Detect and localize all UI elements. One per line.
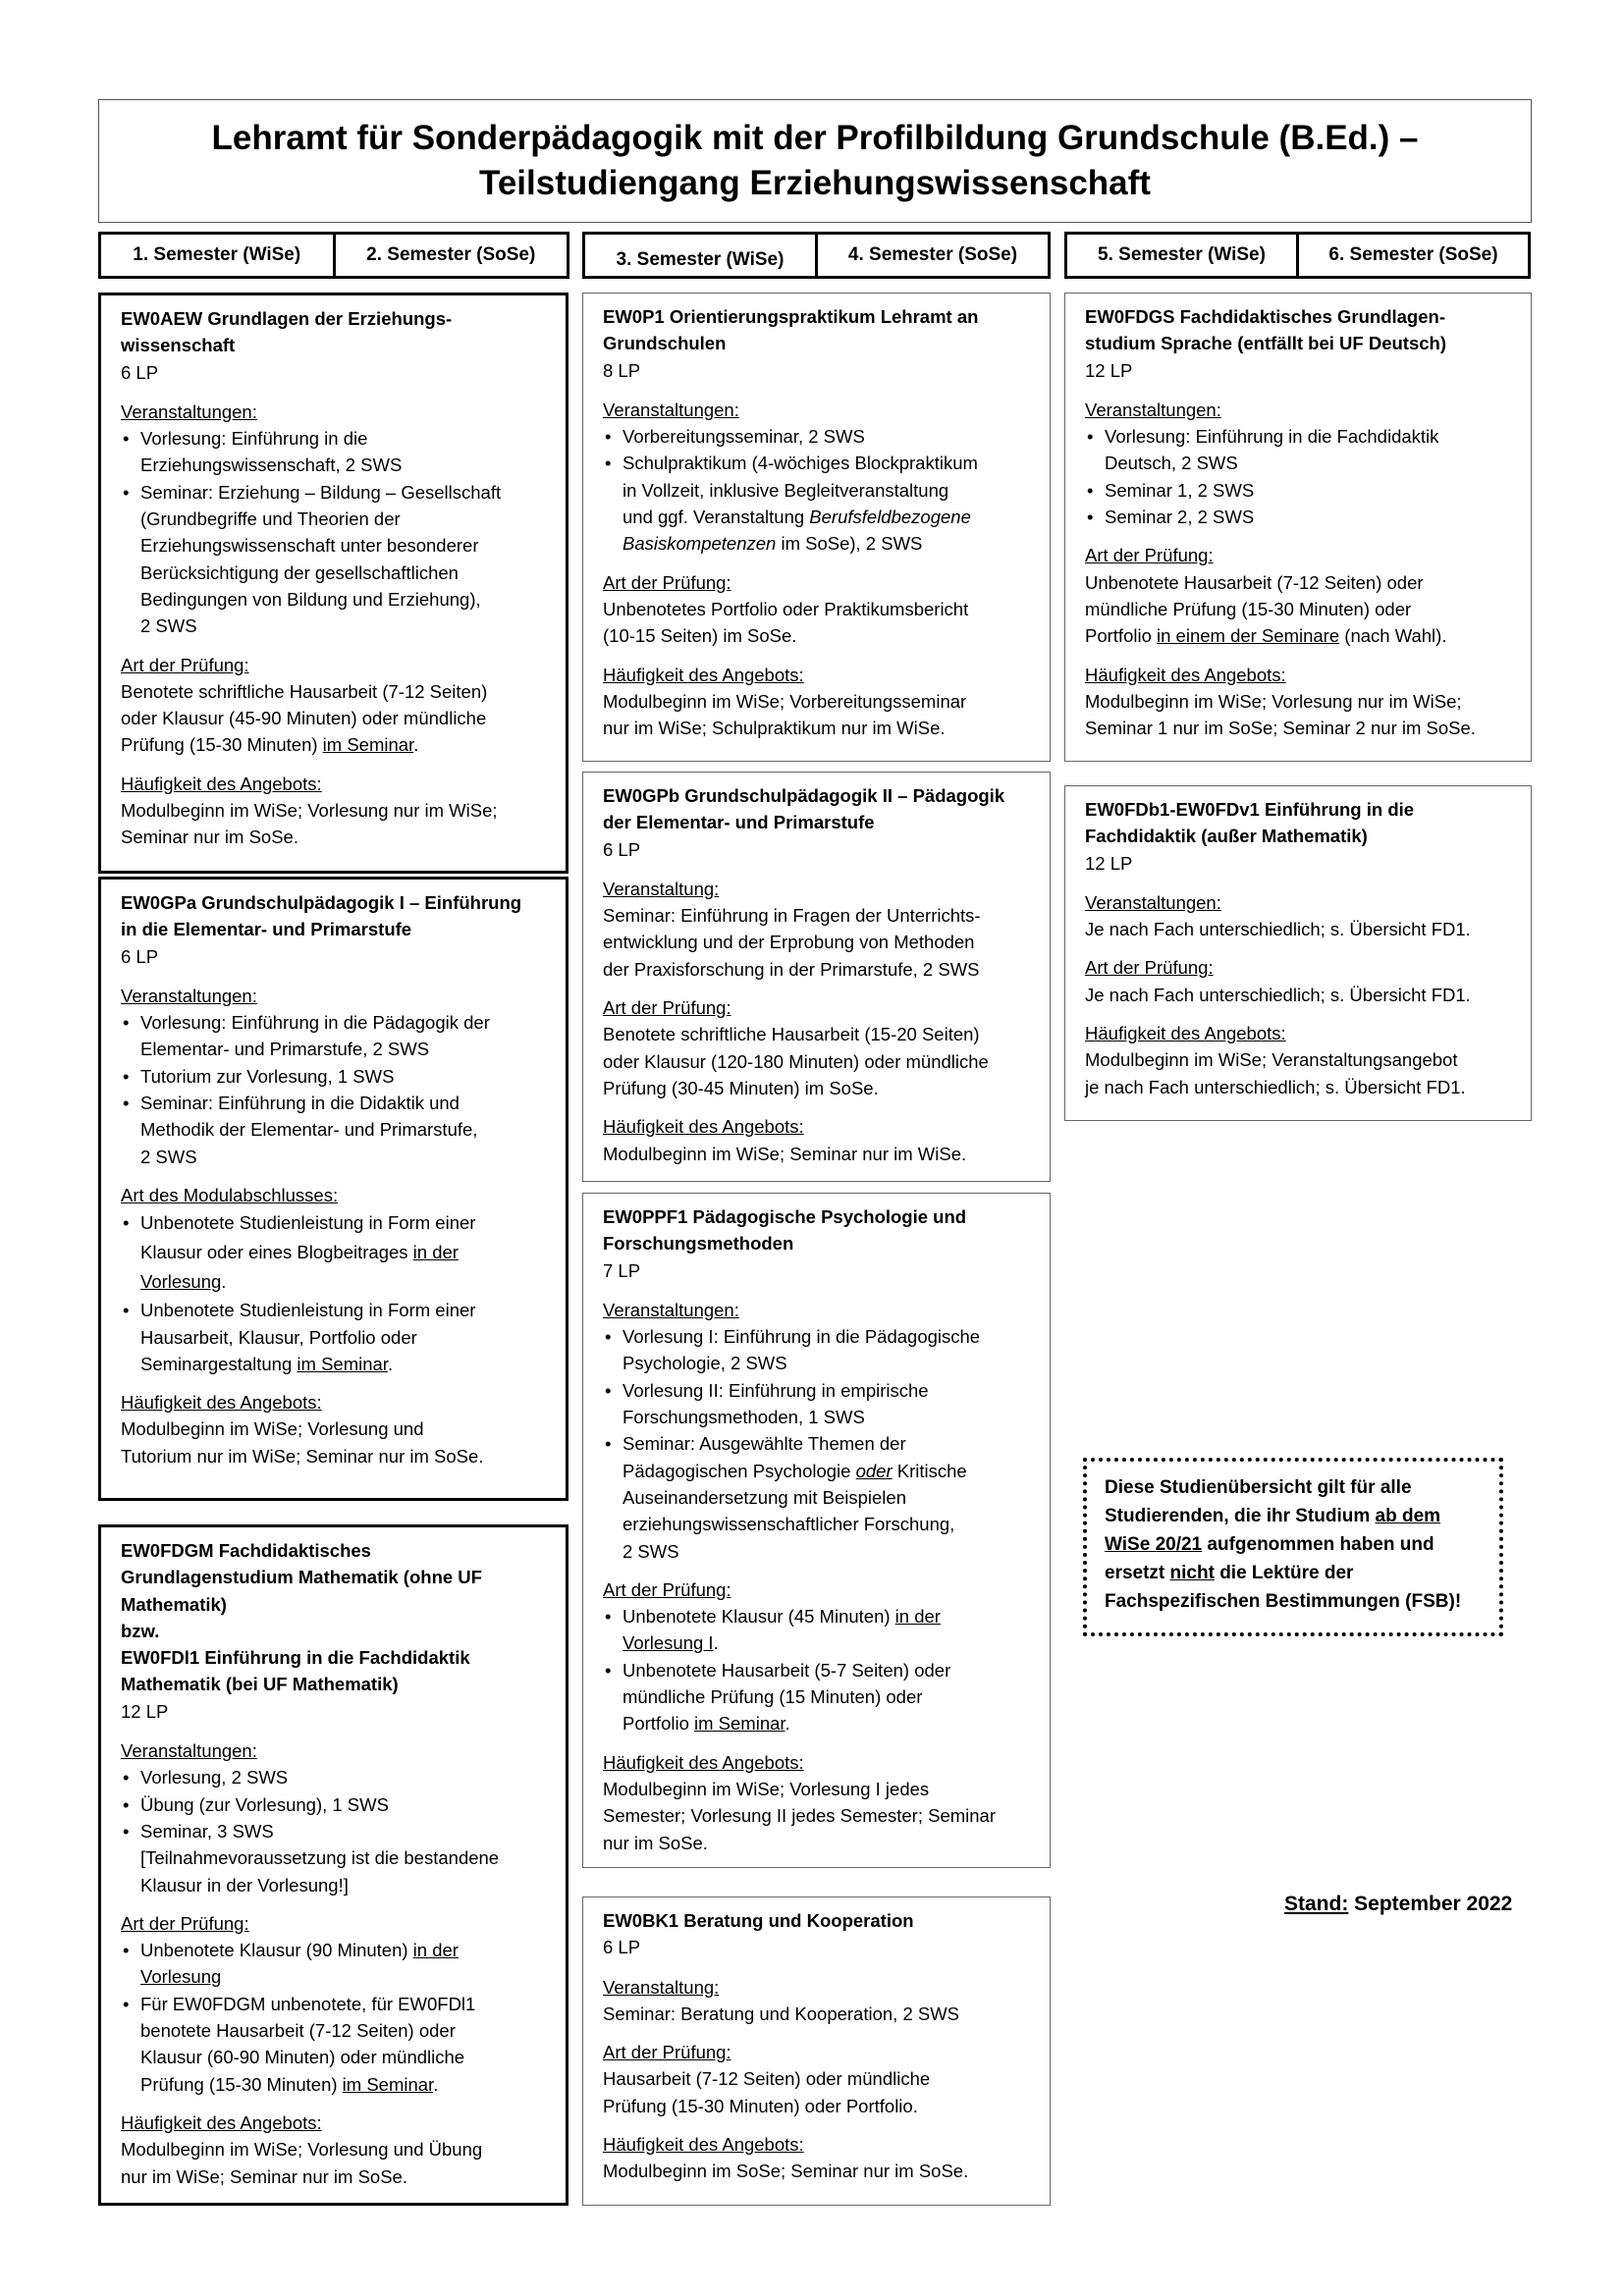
pruefung-section: Art der Prüfung: Unbenotete Hausarbeit (7-12 Seiten) oder mündliche Prüfung (15-30 Minuten) oder Portfolio in einem der Seminare (nach Wahl). <box>1085 545 1447 647</box>
pruefung-section: Art der Prüfung: • Unbenotete Klausur (45 Minuten) in der Vorlesung I. • Unbenotete Hausarbeit (5-7 Seiten) oder mündliche Prüfung (15 Minuten) oder Portfolio im Seminar. <box>603 1576 1032 1737</box>
module-lp: 7 LP <box>603 1259 641 1281</box>
veranstaltungen-section: Veranstaltungen: • Vorbereitungsseminar, 2 SWS • Schulpraktikum (4-wöchiges Blockpraktikum in Vollzeit, inklusive Begleitveranstaltung und ggf. Veranstaltung Berufsfeldbezogene Basiskompetenzen im SoSe), 2 SWS <box>603 397 1032 558</box>
haeufigkeit-section: Häufigkeit des Angebots: Modulbeginn im WiSe; Vorlesung und Übung nur im WiSe; Seminar nur im SoSe. <box>121 2111 483 2187</box>
list-item: • Vorlesung: Einführung in die Erziehungswissenschaft, 2 SWS <box>121 425 548 479</box>
module-ew0gpb <box>582 772 1051 1182</box>
list-item: • Vorlesung I: Einführung in die Pädagogische Psychologie, 2 SWS <box>603 1323 1032 1377</box>
pruefung-section: Art der Prüfung: Benotete schriftliche Hausarbeit (15-20 Seiten) oder Klausur (120-180 Minuten) oder mündliche Prüfung (30-45 Minuten) im SoSe. <box>603 997 989 1098</box>
list-item: • Seminar: Ausgewählte Themen der Pädagogischen Psychologie oder Kritische Auseinandersetzung mit Beispielen erziehungswissenschaftlicher Forschung, 2 SWS <box>603 1430 1032 1564</box>
veranstaltungen-section: Veranstaltungen: • Vorlesung: Einführung in die Pädagogik der Elementar- und Primarstufe, 2 SWS • Tutorium zur Vorlesung, 1 SWS • Seminar: Einführung in die Didaktik und Methodik der Elementar- und Primarstufe, 2 SWS <box>121 983 548 1170</box>
semester-header-3-4 <box>582 232 1051 279</box>
list-item: • Seminar, 3 SWS [Teilnahmevoraussetzung ist die bestandene Klausur in der Vorlesung!] <box>121 1818 548 1898</box>
module-title: EW0FDGM Fachdidaktisches Grundlagenstudium Mathematik (ohne UF Mathematik) bzw. EW0FDl1 Einführung in die Fachdidaktik Mathematik (bei UF Mathematik) <box>121 1540 482 1695</box>
list-item: • Seminar 1, 2 SWS <box>1085 477 1513 504</box>
list-item: • Übung (zur Vorlesung), 1 SWS <box>121 1791 548 1818</box>
haeufigkeit-section: Häufigkeit des Angebots: Modulbeginn im WiSe; Veranstaltungsangebot je nach Fach unterschiedlich; s. Übersicht FD1. <box>1085 1023 1466 1097</box>
list-item: • Unbenotete Klausur (90 Minuten) in der Vorlesung <box>121 1937 548 1991</box>
list-item: • Seminar: Erziehung – Bildung – Gesellschaft (Grundbegriffe und Theorien der Erziehungswissenschaft unter besonderer Berücksichtigung der gesellschaftlichen Bedingungen von Bildung und Erziehung), 2 SWS <box>121 479 548 640</box>
list-item: • Vorlesung II: Einführung in empirische Forschungsmethoden, 1 SWS <box>603 1377 1032 1431</box>
haeufigkeit-section: Häufigkeit des Angebots: Modulbeginn im WiSe; Vorbereitungsseminar nur im WiSe; Schulpraktikum nur im WiSe. <box>603 664 967 739</box>
list-item: • Für EW0FDGM unbenotete, für EW0FDl1 benotete Hausarbeit (7-12 Seiten) oder Klausur (60-90 Minuten) oder mündliche Prüfung (15-30 Minuten) im Seminar. <box>121 1991 548 2098</box>
list-item: • Vorlesung: Einführung in die Pädagogik der Elementar- und Primarstufe, 2 SWS <box>121 1009 548 1063</box>
semester-header-5-6 <box>1064 232 1531 279</box>
module-lp: 6 LP <box>603 838 641 860</box>
semester-header-1-2 <box>98 232 569 279</box>
list-item: • Vorbereitungsseminar, 2 SWS <box>603 423 1032 450</box>
pruefung-section: Art der Prüfung: Benotete schriftliche Hausarbeit (7-12 Seiten) oder Klausur (45-90 Minuten) oder mündliche Prüfung (15-30 Minuten) im Seminar. <box>121 654 488 756</box>
module-title: EW0P1 Orientierungspraktikum Lehramt an Grundschulen <box>603 306 979 354</box>
module-title: EW0GPb Grundschulpädagogik II – Pädagogik der Elementar- und Primarstufe <box>603 785 1005 833</box>
module-title: EW0FDb1-EW0FDv1 Einführung in die Fachdidaktik (außer Mathematik) <box>1085 799 1415 847</box>
module-ew0ppf1 <box>582 1193 1051 1868</box>
veranstaltungen-section: Veranstaltungen: Je nach Fach unterschiedlich; s. Übersicht FD1. <box>1085 891 1471 940</box>
haeufigkeit-section: Häufigkeit des Angebots: Modulbeginn im WiSe; Vorlesung nur im WiSe; Seminar 1 nur im SoSe; Seminar 2 nur im SoSe. <box>1085 664 1476 739</box>
list-item: • Unbenotete Hausarbeit (5-7 Seiten) oder mündliche Prüfung (15 Minuten) oder Portfolio im Seminar. <box>603 1657 1032 1737</box>
veranstaltung-section: Veranstaltung: Seminar: Einführung in Fragen der Unterrichts- entwicklung und der Erprobung von Methoden der Praxisforschung in der Primarstufe, 2 SWS <box>603 878 981 980</box>
module-ew0gpa <box>98 877 568 1501</box>
pruefung-section: Art der Prüfung: Unbenotetes Portfolio oder Praktikumsbericht (10-15 Seiten) im SoSe. <box>603 571 969 647</box>
list-item: • Unbenotete Studienleistung in Form einer Hausarbeit, Klausur, Portfolio oder Seminargestaltung im Seminar. <box>121 1297 548 1377</box>
semester-5: 5. Semester (WiSe) <box>1098 244 1266 265</box>
haeufigkeit-section: Häufigkeit des Angebots: Modulbeginn im SoSe; Seminar nur im SoSe. <box>603 2134 969 2182</box>
semester-3: 3. Semester (WiSe) <box>616 249 785 270</box>
title-line-2: Teilstudiengang Erziehungswissenschaft <box>479 164 1151 202</box>
list-item: • Tutorium zur Vorlesung, 1 SWS <box>121 1063 548 1090</box>
stand-label: Stand: <box>1284 1893 1349 1915</box>
module-title: EW0FDGS Fachdidaktisches Grundlagen- studium Sprache (entfällt bei UF Deutsch) <box>1085 306 1446 354</box>
module-title: EW0BK1 Beratung und Kooperation <box>603 1910 914 1931</box>
semester-4: 4. Semester (SoSe) <box>815 235 1048 276</box>
module-ew0aew <box>98 293 568 874</box>
page-title <box>98 99 1532 223</box>
module-lp: 6 LP <box>121 361 159 383</box>
list-item: • Schulpraktikum (4-wöchiges Blockpraktikum in Vollzeit, inklusive Begleitveranstaltung und ggf. Veranstaltung Berufsfeldbezogene Basiskompetenzen im SoSe), 2 SWS <box>603 450 1032 557</box>
semester-2: 2. Semester (SoSe) <box>333 235 568 276</box>
haeufigkeit-section: Häufigkeit des Angebots: Modulbeginn im WiSe; Vorlesung I jedes Semester; Vorlesung II jedes Semester; Seminar nur im SoSe. <box>603 1751 996 1853</box>
veranstaltungen-section: Veranstaltungen: • Vorlesung, 2 SWS • Übung (zur Vorlesung), 1 SWS • Seminar, 3 SWS [Teilnahmevoraussetzung ist die bestandene Klausur in der Vorlesung!] <box>121 1737 548 1898</box>
module-ew0fdgs <box>1064 293 1532 762</box>
stand-value: September 2022 <box>1348 1893 1513 1915</box>
list-item: • Unbenotete Studienleistung in Form einer Klausur oder eines Blogbeitrages in der Vorlesung. <box>121 1208 548 1297</box>
semester-6: 6. Semester (SoSe) <box>1296 235 1528 276</box>
status-date <box>1284 1893 1512 1916</box>
title-line-1: Lehramt für Sonderpädagogik mit der Profilbildung Grundschule (B.Ed.) – <box>211 119 1419 157</box>
haeufigkeit-section: Häufigkeit des Angebots: Modulbeginn im WiSe; Vorlesung und Tutorium nur im WiSe; Seminar nur im SoSe. <box>121 1392 484 1467</box>
list-item: • Seminar 2, 2 SWS <box>1085 504 1513 530</box>
list-item: • Vorlesung, 2 SWS <box>121 1764 548 1790</box>
pruefung-section: Art der Prüfung: Je nach Fach unterschiedlich; s. Übersicht FD1. <box>1085 957 1471 1005</box>
module-lp: 6 LP <box>603 1937 641 1958</box>
veranstaltungen-section: Veranstaltungen: • Vorlesung I: Einführung in die Pädagogische Psychologie, 2 SWS • Vorlesung II: Einführung in empirische Forschungsmethoden, 1 SWS • Seminar: Ausgewählte Themen der Pädagogischen Psychologie oder Kritische Auseinandersetzung mit Beispielen erziehungswissenschaftlicher Forschung, 2 SWS <box>603 1297 1032 1565</box>
module-ew0fdgm <box>98 1524 568 2206</box>
module-title: EW0GPa Grundschulpädagogik I – Einführung in die Elementar- und Primarstufe <box>121 892 522 940</box>
module-title: EW0AEW Grundlagen der Erziehungs- wissenschaft <box>121 308 453 356</box>
module-ew0bk1 <box>582 1896 1051 2206</box>
validity-notice: Diese Studienübersicht gilt für alle Studierenden, die ihr Studium ab dem WiSe 20/21 aufgenommen haben und ersetzt nicht die Lektüre der Fachspezifischen Bestimmungen (FSB)! <box>1083 1458 1503 1636</box>
modulabschluss-section: Art des Modulabschlusses: • Unbenotete Studienleistung in Form einer Klausur oder eines Blogbeitrages in der Vorlesung. • Unbenotete Studienleistung in Form einer Hausarbeit, Klausur, Portfolio oder Seminargestaltung im Seminar. <box>121 1182 548 1377</box>
semester-1: 1. Semester (WiSe) <box>133 244 301 265</box>
haeufigkeit-section: Häufigkeit des Angebots: Modulbeginn im WiSe; Vorlesung nur im WiSe; Seminar nur im SoSe. <box>121 773 498 848</box>
haeufigkeit-section: Häufigkeit des Angebots: Modulbeginn im WiSe; Seminar nur im WiSe. <box>603 1116 967 1164</box>
veranstaltungen-section: Veranstaltungen: • Vorlesung: Einführung in die Fachdidaktik Deutsch, 2 SWS • Seminar 1, 2 SWS • Seminar 2, 2 SWS <box>1085 397 1513 530</box>
module-lp: 12 LP <box>1085 852 1133 874</box>
list-item: • Unbenotete Klausur (45 Minuten) in der Vorlesung I. <box>603 1603 1032 1657</box>
module-lp: 12 LP <box>121 1700 169 1722</box>
module-lp: 8 LP <box>603 359 641 381</box>
module-lp: 12 LP <box>1085 359 1133 381</box>
module-lp: 6 LP <box>121 945 159 967</box>
module-ew0fdb1 <box>1064 785 1532 1121</box>
pruefung-section: Art der Prüfung: Hausarbeit (7-12 Seiten) oder mündliche Prüfung (15-30 Minuten) oder Portfolio. <box>603 2042 931 2116</box>
list-item: • Seminar: Einführung in die Didaktik und Methodik der Elementar- und Primarstufe, 2 SWS <box>121 1090 548 1170</box>
veranstaltungen-section: Veranstaltungen: • Vorlesung: Einführung in die Erziehungswissenschaft, 2 SWS • Seminar: Erziehung – Bildung – Gesellschaft (Grundbegriffe und Theorien der Erziehungswissenschaft unter besonderer Berücksichtigung der gesellschaftlichen Bedingungen von Bildung und Erziehung), 2 SWS <box>121 399 548 640</box>
module-ew0p1 <box>582 293 1051 762</box>
list-item: • Vorlesung: Einführung in die Fachdidaktik Deutsch, 2 SWS <box>1085 423 1513 477</box>
module-title: EW0PPF1 Pädagogische Psychologie und Forschungsmethoden <box>603 1206 967 1255</box>
pruefung-section: Art der Prüfung: • Unbenotete Klausur (90 Minuten) in der Vorlesung • Für EW0FDGM unbenotete, für EW0FDl1 benotete Hausarbeit (7-12 Seiten) oder Klausur (60-90 Minuten) oder mündliche Prüfung (15-30 Minuten) im Seminar. <box>121 1910 548 2098</box>
veranstaltung-section: Veranstaltung: Seminar: Beratung und Kooperation, 2 SWS <box>603 1976 960 2024</box>
